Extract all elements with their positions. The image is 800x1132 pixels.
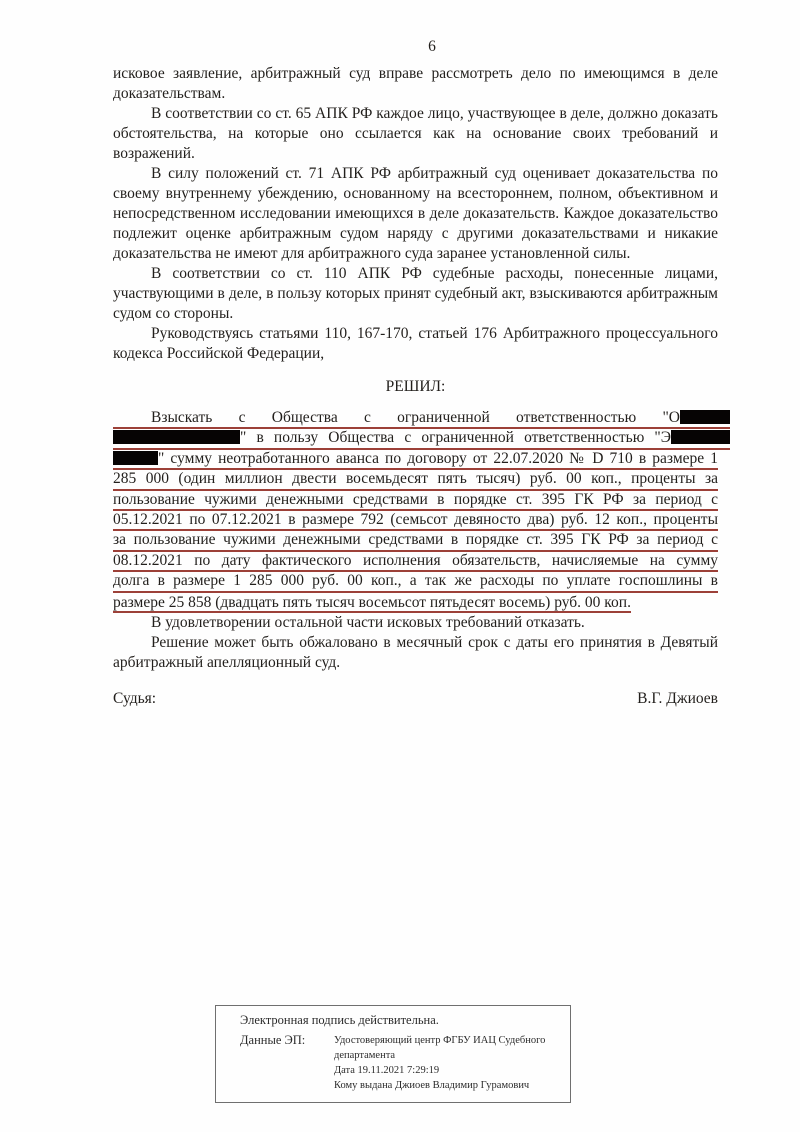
page-number: 6 bbox=[428, 38, 436, 55]
redaction-box bbox=[680, 410, 730, 424]
decision-line: 08.12.2021 по дату фактического исполнения обязательств, начисляемые на сумму bbox=[113, 552, 718, 572]
signature-row bbox=[113, 689, 718, 709]
paragraph: Руководствуясь статьями 110, 167-170, статьей 176 Арбитражного процессуального кодекса Российской Федерации, bbox=[113, 325, 718, 362]
esign-data-label: Данные ЭП: bbox=[240, 1033, 306, 1047]
esign-values bbox=[312, 1033, 560, 1093]
esign-issuer: Удостоверяющий центр ФГБУ ИАЦ Судебного департамента bbox=[334, 1035, 546, 1061]
decision-line: долга в размере 1 285 000 руб. 00 коп., а так же расходы по уплате госпошлины в bbox=[113, 572, 718, 592]
redaction-box bbox=[113, 451, 158, 465]
decision-line: размере 25 858 (двадцать пять тысяч восемьсот пятьдесят восемь) руб. 00 коп. bbox=[113, 593, 631, 611]
paragraph: Решение может быть обжаловано в месячный срок с даты его принятия в Девятый арбитражный апелляционный суд. bbox=[113, 633, 718, 671]
body-paragraphs bbox=[113, 64, 718, 364]
decision-heading: РЕШИЛ: bbox=[385, 378, 446, 395]
paragraph: В соответствии со ст. 110 АПК РФ судебные расходы, понесенные лицами, участвующими в деле, в пользу которых принят судебный акт, взыскиваются арбитражным судом со стороны. bbox=[113, 265, 718, 322]
paragraph: исковое заявление, арбитражный суд вправе рассмотреть дело по имеющимся в деле доказательствам. bbox=[113, 65, 718, 102]
judge-name: В.Г. Джиоев bbox=[637, 689, 718, 707]
esign-box bbox=[215, 1005, 571, 1103]
judge-label: Судья: bbox=[113, 689, 157, 707]
paragraph: В удовлетворении остальной части исковых требований отказать. bbox=[151, 613, 585, 631]
paragraph: В силу положений ст. 71 АПК РФ арбитражный суд оценивает доказательства по своему внутреннему убеждению, основанному на всестороннем, полном, объективном и непосредственном исследовании имеющихся в деле доказательств. Каждое доказательство подлежит оценке арбитражным судом наряду с другими доказательствами и никакие доказательства не имеют для арбитражного суда заранее установленной силы. bbox=[113, 165, 718, 262]
decision-line: за пользование чужими денежными средствами в порядке ст. 395 ГК РФ за период с bbox=[113, 531, 718, 551]
decision-line: 285 000 (один миллион двести восемьдесят пять тысяч) руб. 00 коп., проценты за bbox=[113, 470, 718, 490]
document-body bbox=[113, 64, 718, 709]
post-paragraphs bbox=[113, 613, 718, 673]
decision-line: пользование чужими денежными средствами в порядке ст. 395 ГК РФ за период с bbox=[113, 491, 718, 511]
paragraph: В соответствии со ст. 65 АПК РФ каждое лицо, участвующее в деле, должно доказать обстоятельства, на которые оно ссылается как на основание своих требований и возражений. bbox=[113, 105, 718, 162]
decision-line: " в пользу Общества с ограниченной ответственностью "Э bbox=[113, 429, 730, 449]
esign-valid-text: Электронная подпись действительна. bbox=[240, 1013, 439, 1027]
decision-line: " сумму неотработанного аванса по договору от 22.07.2020 № D 710 в размере 1 bbox=[113, 450, 718, 470]
esign-date: Дата 19.11.2021 7:29:19 bbox=[334, 1065, 440, 1076]
redaction-box bbox=[671, 430, 730, 444]
redaction-box bbox=[113, 430, 240, 444]
decision-line: 05.12.2021 по 07.12.2021 в размере 792 (семьсот девяносто два) руб. 12 коп., проценты bbox=[113, 511, 718, 531]
decision-line: Взыскать с Общества с ограниченной ответственностью "О bbox=[113, 409, 730, 429]
esign-data-row bbox=[240, 1033, 560, 1093]
decision-lines bbox=[113, 409, 718, 613]
esign-issued-to: Кому выдана Джиоев Владимир Гурамович bbox=[334, 1080, 530, 1091]
